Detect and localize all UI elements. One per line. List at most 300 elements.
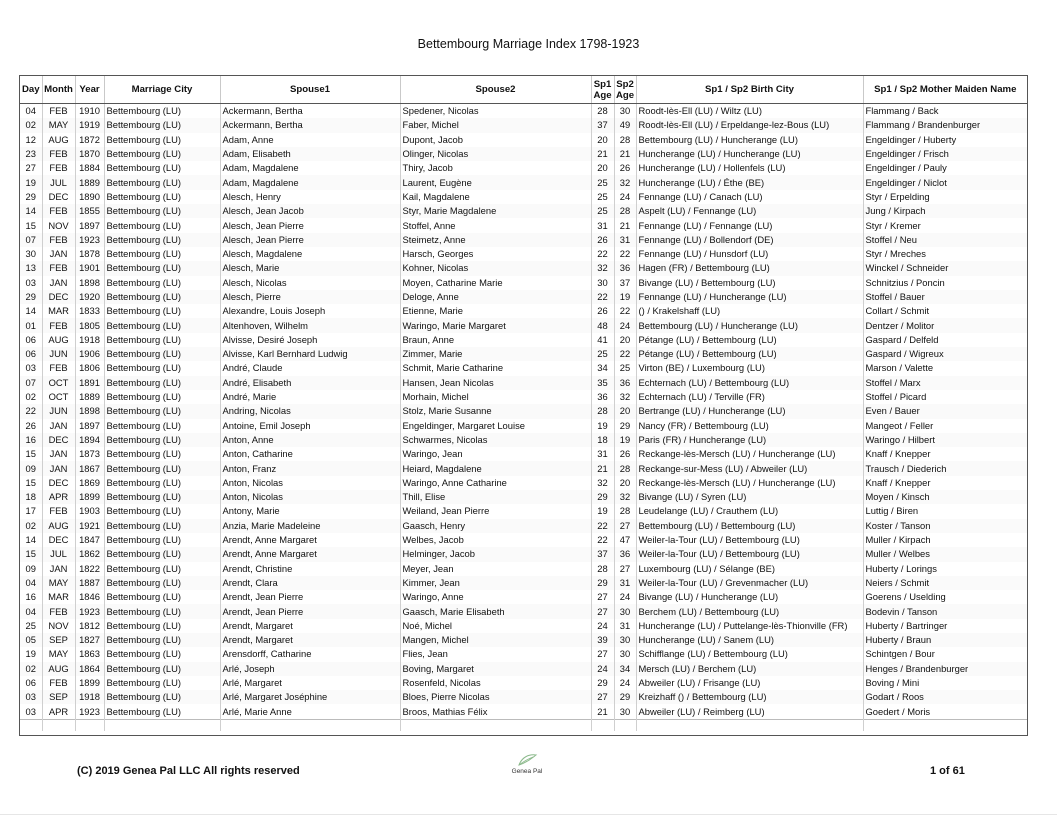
- page-number: 1 of 61: [930, 765, 965, 777]
- table-cell: 1898: [75, 276, 104, 290]
- table-cell: 21: [591, 704, 614, 719]
- table-row: [20, 576, 1027, 590]
- table-cell: 37: [591, 547, 614, 561]
- table-cell: Bettembourg (LU): [104, 447, 220, 461]
- table-cell: Stolz, Marie Susanne: [400, 404, 591, 418]
- table-cell: Andring, Nicolas: [220, 404, 400, 418]
- table-cell: Fennange (LU) / Huncherange (LU): [636, 290, 863, 304]
- table-cell: 09: [20, 461, 42, 475]
- table-cell: Luxembourg (LU) / Sélange (BE): [636, 562, 863, 576]
- table-cell: Bettembourg (LU): [104, 390, 220, 404]
- table-cell: 30: [614, 633, 636, 647]
- table-row: [20, 333, 1027, 347]
- column-header: Spouse2: [400, 76, 591, 104]
- table-cell: Moyen, Catharine Marie: [400, 276, 591, 290]
- table-cell: Weiler-la-Tour (LU) / Grevenmacher (LU): [636, 576, 863, 590]
- table-cell: 19: [614, 433, 636, 447]
- table-cell: Arensdorff, Catharine: [220, 647, 400, 661]
- table-cell: Trausch / Diederich: [863, 461, 1027, 475]
- table-cell: 25: [591, 204, 614, 218]
- table-cell: 30: [614, 647, 636, 661]
- table-cell: Bettembourg (LU): [104, 304, 220, 318]
- table-cell: Waringo, Jean: [400, 447, 591, 461]
- table-cell: Collart / Schmit: [865, 305, 930, 317]
- table-cell: Bettembourg (LU): [104, 690, 220, 704]
- table-cell: JUN: [42, 347, 75, 361]
- table-cell: Gaasch, Henry: [400, 519, 591, 533]
- table-cell: 27: [614, 562, 636, 576]
- table-cell: 25: [20, 619, 42, 633]
- table-cell: 22: [614, 304, 636, 318]
- table-cell: Waringo, Anne: [400, 590, 591, 604]
- table-cell: Adam, Elisabeth: [220, 147, 400, 161]
- table-cell: Bettembourg (LU): [104, 104, 220, 119]
- table-cell: 19: [20, 647, 42, 661]
- table-cell: Adam, Anne: [220, 133, 400, 147]
- table-cell: 29: [20, 290, 42, 304]
- table-cell: Stoffel / Bauer: [863, 290, 1027, 304]
- table-cell: Olinger, Nicolas: [400, 147, 591, 161]
- table-cell: 19: [20, 175, 42, 189]
- table-cell: Huncherange (LU) / Éthe (BE): [636, 175, 863, 189]
- table-cell: Bettembourg (LU): [104, 133, 220, 147]
- table-cell: Flies, Jean: [400, 647, 591, 661]
- table-cell: Bloes, Pierre Nicolas: [400, 690, 591, 704]
- table-cell: Hagen (FR) / Bettembourg (LU): [636, 261, 863, 275]
- table-cell: JAN: [42, 562, 75, 576]
- table-cell: Mersch (LU) / Berchem (LU): [636, 662, 863, 676]
- table-cell: Bettembourg (LU): [104, 318, 220, 332]
- table-row: [20, 704, 1027, 719]
- table-cell: 27: [591, 604, 614, 618]
- table-cell: 47: [614, 533, 636, 547]
- table-cell: Stoffel / Marx: [863, 376, 1027, 390]
- table-cell: Alesch, Jean Pierre: [220, 218, 400, 232]
- table-cell: 19: [591, 419, 614, 433]
- table-cell: Bettembourg (LU): [104, 476, 220, 490]
- table-cell: Styr / Erpelding: [865, 190, 930, 202]
- table-cell: 1847: [75, 533, 104, 547]
- table-cell: 1846: [75, 590, 104, 604]
- table-cell: 27: [20, 161, 42, 175]
- column-header: Sp1 / Sp2 Birth City: [636, 76, 863, 104]
- table-cell: Nancy (FR) / Bettembourg (LU): [636, 419, 863, 433]
- table-cell: [104, 719, 220, 731]
- table-cell: Koster / Tanson: [863, 519, 1027, 533]
- table-row: [20, 304, 1027, 318]
- table-cell: 1884: [75, 161, 104, 175]
- table-cell: Bettembourg (LU): [104, 276, 220, 290]
- table-cell: APR: [42, 704, 75, 719]
- table-cell: Arlé, Marie Anne: [220, 704, 400, 719]
- table-cell: Bettembourg (LU): [104, 519, 220, 533]
- table-cell: 28: [614, 133, 636, 147]
- table-cell: 1898: [75, 404, 104, 418]
- table-cell: FEB: [42, 204, 75, 218]
- table-cell: Alesch, Jean Pierre: [220, 233, 400, 247]
- table-cell: 1891: [75, 376, 104, 390]
- table-cell: Bettembourg (LU): [104, 676, 220, 690]
- table-cell: 24: [591, 662, 614, 676]
- table-row: [20, 318, 1027, 332]
- table-cell: Henges / Brandenburger: [863, 662, 1027, 676]
- table-cell: 15: [20, 218, 42, 232]
- table-cell: Godart / Roos: [863, 690, 1027, 704]
- table-cell: 22: [591, 533, 614, 547]
- table-cell: JAN: [42, 461, 75, 475]
- table-cell: Arendt, Jean Pierre: [220, 604, 400, 618]
- table-row: [20, 175, 1027, 189]
- table-row: [20, 504, 1027, 518]
- table-cell: Bettembourg (LU): [104, 590, 220, 604]
- table-header-row: [20, 76, 1027, 104]
- table-cell: Deloge, Anne: [400, 290, 591, 304]
- table-cell: 13: [20, 261, 42, 275]
- table-cell: Arlé, Margaret: [220, 676, 400, 690]
- table-cell: 22: [614, 347, 636, 361]
- table-cell: 25: [591, 347, 614, 361]
- table-cell: 15: [20, 447, 42, 461]
- table-cell: Faber, Michel: [400, 118, 591, 132]
- table-cell: DEC: [42, 433, 75, 447]
- table-cell: [614, 719, 636, 731]
- table-cell: Arendt, Margaret: [220, 619, 400, 633]
- table-cell: 28: [591, 562, 614, 576]
- table-cell: 25: [591, 175, 614, 189]
- table-cell: 28: [614, 504, 636, 518]
- table-cell: Reckange-lès-Mersch (LU) / Huncherange (LU): [636, 476, 863, 490]
- table-cell: 14: [20, 204, 42, 218]
- table-cell: Bettembourg (LU): [104, 376, 220, 390]
- table-cell: Engeldinger / Pauly: [865, 162, 947, 174]
- table-cell: SEP: [42, 690, 75, 704]
- table-cell: Bettembourg (LU): [104, 576, 220, 590]
- table-cell: Schnitzius / Poncin: [865, 276, 945, 288]
- marriage-index-table: [19, 75, 1028, 736]
- table-cell: Weiland, Jean Pierre: [400, 504, 591, 518]
- table-cell: 1903: [75, 504, 104, 518]
- table-cell: 18: [591, 433, 614, 447]
- table-cell: 02: [20, 519, 42, 533]
- table-cell: Abweiler (LU) / Frisange (LU): [636, 676, 863, 690]
- table-cell: 1887: [75, 576, 104, 590]
- table-cell: () / Krakelshaff (LU): [636, 304, 863, 318]
- table-cell: Flammang / Back: [865, 105, 939, 117]
- table-cell: 04: [20, 576, 42, 590]
- table-cell: Zimmer, Marie: [400, 347, 591, 361]
- column-header: Sp2 Age: [614, 76, 636, 104]
- table-cell: Thiry, Jacob: [400, 161, 591, 175]
- table-cell: Arendt, Jean Pierre: [220, 590, 400, 604]
- table-cell: Bettembourg (LU): [104, 218, 220, 232]
- table-cell: 1921: [75, 519, 104, 533]
- table-cell: 29: [614, 419, 636, 433]
- table-cell: 26: [591, 304, 614, 318]
- table-cell: FEB: [42, 361, 75, 375]
- column-header: Sp1 / Sp2 Mother Maiden Name: [863, 76, 1027, 104]
- table-cell: 20: [591, 161, 614, 175]
- table-row: [20, 562, 1027, 576]
- table-cell: 22: [20, 404, 42, 418]
- column-header: Year: [75, 76, 104, 104]
- table-row: [20, 361, 1027, 375]
- table-cell: Arlé, Margaret Joséphine: [220, 690, 400, 704]
- table-row: [20, 104, 1027, 119]
- table-cell: Bettembourg (LU) / Huncherange (LU): [636, 318, 863, 332]
- table-cell: Bettembourg (LU): [104, 562, 220, 576]
- table-cell: Paris (FR) / Huncherange (LU): [636, 433, 863, 447]
- table-row: [20, 347, 1027, 361]
- table-row: [20, 662, 1027, 676]
- table-cell: 15: [20, 476, 42, 490]
- table-cell: [75, 719, 104, 731]
- table-cell: 07: [20, 233, 42, 247]
- table-cell: André, Elisabeth: [220, 376, 400, 390]
- table-cell: JAN: [42, 447, 75, 461]
- table-cell: Altenhoven, Wilhelm: [220, 318, 400, 332]
- table-cell: Engeldinger / Frisch: [863, 147, 1027, 161]
- table-cell: Pétange (LU) / Bettembourg (LU): [636, 347, 863, 361]
- table-cell: Echternach (LU) / Bettembourg (LU): [636, 376, 863, 390]
- table-cell: 27: [591, 647, 614, 661]
- table-cell: 1867: [75, 461, 104, 475]
- table-cell: Laurent, Eugène: [400, 175, 591, 189]
- table-cell: AUG: [42, 662, 75, 676]
- table-cell: 03: [20, 361, 42, 375]
- table-cell: 12: [20, 133, 42, 147]
- table-cell: Styr / Mreches: [865, 248, 926, 260]
- table-cell: 16: [20, 590, 42, 604]
- table-cell: Thill, Elise: [400, 490, 591, 504]
- table-cell: 27: [614, 519, 636, 533]
- table-cell: 30: [591, 276, 614, 290]
- table-cell: Bettembourg (LU): [104, 461, 220, 475]
- table-cell: Bettembourg (LU): [104, 604, 220, 618]
- table-cell: Anzia, Marie Madeleine: [220, 519, 400, 533]
- table-cell: 20: [591, 133, 614, 147]
- table-cell: 14: [20, 304, 42, 318]
- table-cell: JUL: [42, 547, 75, 561]
- table-cell: [220, 719, 400, 731]
- table-cell: [591, 719, 614, 731]
- table-cell: Bivange (LU) / Bettembourg (LU): [636, 276, 863, 290]
- table-cell: 1864: [75, 662, 104, 676]
- table-cell: Bettembourg (LU): [104, 118, 220, 132]
- table-cell: 1872: [75, 133, 104, 147]
- table-cell: 24: [591, 619, 614, 633]
- table-cell: 1806: [75, 361, 104, 375]
- table-cell: Bettembourg (LU): [104, 175, 220, 189]
- table-cell: 1894: [75, 433, 104, 447]
- table-cell: 1899: [75, 490, 104, 504]
- table-cell: 1870: [75, 147, 104, 161]
- table-cell: Huberty / Bartringer: [865, 619, 948, 631]
- table-cell: MAY: [42, 576, 75, 590]
- table-cell: 1805: [75, 318, 104, 332]
- table-cell: 24: [614, 676, 636, 690]
- table-cell: Fennange (LU) / Hunsdorf (LU): [636, 247, 863, 261]
- table-cell: Kreizhaff () / Bettembourg (LU): [636, 690, 863, 704]
- table-cell: Flammang / Brandenburger: [863, 118, 1027, 132]
- table-cell: 34: [591, 361, 614, 375]
- table-cell: FEB: [42, 318, 75, 332]
- table-cell: 27: [591, 690, 614, 704]
- table-cell: 1923: [75, 704, 104, 719]
- table-row: [20, 218, 1027, 232]
- table-cell: Bettembourg (LU): [104, 533, 220, 547]
- table-row: [20, 633, 1027, 647]
- table-cell: 27: [591, 590, 614, 604]
- table-cell: 35: [591, 376, 614, 390]
- table-cell: Alvisse, Karl Bernhard Ludwig: [220, 347, 400, 361]
- table-cell: MAY: [42, 118, 75, 132]
- table-cell: Bettembourg (LU): [104, 161, 220, 175]
- table-cell: Welbes, Jacob: [400, 533, 591, 547]
- column-header: Month: [42, 76, 75, 104]
- table-cell: Bettembourg (LU): [104, 433, 220, 447]
- table-cell: 01: [20, 318, 42, 332]
- table-cell: Reckange-lès-Mersch (LU) / Huncherange (LU): [636, 447, 863, 461]
- table-cell: 1822: [75, 562, 104, 576]
- table-cell: Bivange (LU) / Syren (LU): [636, 490, 863, 504]
- table-cell: Anton, Catharine: [220, 447, 400, 461]
- table-cell: 21: [591, 147, 614, 161]
- table-row: [20, 519, 1027, 533]
- table-cell: 19: [591, 504, 614, 518]
- table-cell: Waringo, Anne Catharine: [400, 476, 591, 490]
- table-cell: Bettembourg (LU): [104, 347, 220, 361]
- table-cell: Arendt, Clara: [220, 576, 400, 590]
- table-cell: Bettembourg (LU): [104, 247, 220, 261]
- table-cell: 1918: [75, 333, 104, 347]
- table-cell: Braun, Anne: [400, 333, 591, 347]
- column-header: Spouse1: [220, 76, 400, 104]
- table-cell: 1923: [75, 233, 104, 247]
- table-cell: Styr, Marie Magdalene: [400, 204, 591, 218]
- genea-pal-logo: [505, 753, 549, 775]
- table-cell: 32: [591, 261, 614, 275]
- table-cell: 1890: [75, 190, 104, 204]
- table-row: [20, 447, 1027, 461]
- table-cell: 06: [20, 676, 42, 690]
- table-cell: 22: [591, 247, 614, 261]
- table-cell: Knaff / Knepper: [865, 476, 931, 488]
- table-cell: Adam, Magdalene: [220, 175, 400, 189]
- table-cell: Engeldinger / Niclot: [863, 175, 1027, 189]
- table-cell: 36: [614, 261, 636, 275]
- table-cell: 09: [20, 562, 42, 576]
- table-cell: 03: [20, 704, 42, 719]
- table-cell: 30: [614, 704, 636, 719]
- table-cell: Ackermann, Bertha: [220, 104, 400, 119]
- table-cell: MAR: [42, 590, 75, 604]
- table-row: [20, 204, 1027, 218]
- table-cell: Bettembourg (LU): [104, 704, 220, 719]
- table-cell: 05: [20, 633, 42, 647]
- table-cell: Kohner, Nicolas: [400, 261, 591, 275]
- table-cell: 20: [614, 404, 636, 418]
- table-cell: 26: [20, 419, 42, 433]
- table-row: [20, 461, 1027, 475]
- table-cell: 22: [591, 290, 614, 304]
- table-cell: 1910: [75, 104, 104, 119]
- table-cell: NOV: [42, 218, 75, 232]
- table-cell: JAN: [42, 276, 75, 290]
- table-cell: 41: [591, 333, 614, 347]
- table-cell: 30: [614, 104, 636, 119]
- table-cell: 23: [20, 147, 42, 161]
- table-cell: Bettembourg (LU): [104, 233, 220, 247]
- table-cell: Neiers / Schmit: [863, 576, 1027, 590]
- table-cell: Alesch, Marie: [220, 261, 400, 275]
- table-cell: Muller / Welbes: [863, 547, 1027, 561]
- table-cell: 06: [20, 347, 42, 361]
- page-edge-divider: [0, 814, 1057, 815]
- table-cell: Roodt-lès-Ell (LU) / Erpeldange-lez-Bous (LU): [636, 118, 863, 132]
- table-cell: JAN: [42, 247, 75, 261]
- table-row: [20, 247, 1027, 261]
- table-cell: 07: [20, 376, 42, 390]
- table-cell: 32: [614, 175, 636, 189]
- table-cell: 29: [614, 690, 636, 704]
- table-cell: DEC: [42, 290, 75, 304]
- table-cell: FEB: [42, 233, 75, 247]
- table-filler-row: [20, 719, 1027, 731]
- table-cell: 28: [614, 461, 636, 475]
- table-cell: Gaasch, Marie Elisabeth: [400, 604, 591, 618]
- table-cell: 06: [20, 333, 42, 347]
- table-cell: Heiard, Magdalene: [400, 461, 591, 475]
- table-cell: 25: [591, 190, 614, 204]
- table-cell: SEP: [42, 633, 75, 647]
- page-title: Bettembourg Marriage Index 1798-1923: [417, 37, 640, 51]
- table-cell: 03: [20, 690, 42, 704]
- table-cell: MAR: [42, 304, 75, 318]
- table-cell: Gaspard / Delfeld: [865, 333, 939, 345]
- table-cell: FEB: [42, 161, 75, 175]
- table-cell: Anton, Anne: [220, 433, 400, 447]
- table-cell: [42, 719, 75, 731]
- table-cell: Harsch, Georges: [400, 247, 591, 261]
- table-cell: Bettembourg (LU): [104, 547, 220, 561]
- table-cell: Goedert / Moris: [865, 705, 931, 717]
- table-cell: 1873: [75, 447, 104, 461]
- table-cell: Stoffel, Anne: [400, 218, 591, 232]
- table-cell: Pétange (LU) / Bettembourg (LU): [636, 333, 863, 347]
- table-cell: 1901: [75, 261, 104, 275]
- table-cell: 20: [614, 476, 636, 490]
- table-cell: Alesch, Henry: [220, 190, 400, 204]
- table-cell: 15: [20, 547, 42, 561]
- table-cell: 02: [20, 390, 42, 404]
- table-cell: Goerens / Uselding: [865, 591, 946, 603]
- table-cell: Stoffel / Picard: [865, 391, 927, 403]
- table-cell: Huberty / Braun: [863, 633, 1027, 647]
- table-cell: Virton (BE) / Luxembourg (LU): [636, 361, 863, 375]
- table-cell: 1889: [75, 175, 104, 189]
- table-cell: Boving / Mini: [865, 677, 920, 689]
- table-cell: Bettembourg (LU): [104, 404, 220, 418]
- table-cell: 1899: [75, 676, 104, 690]
- table-cell: 21: [591, 461, 614, 475]
- table-cell: Etienne, Marie: [400, 304, 591, 318]
- table-cell: Moyen / Kinsch: [863, 490, 1027, 504]
- table-cell: 21: [614, 147, 636, 161]
- table-cell: Bettembourg (LU): [104, 662, 220, 676]
- table-cell: 29: [591, 490, 614, 504]
- table-row: [20, 118, 1027, 132]
- table-cell: 1906: [75, 347, 104, 361]
